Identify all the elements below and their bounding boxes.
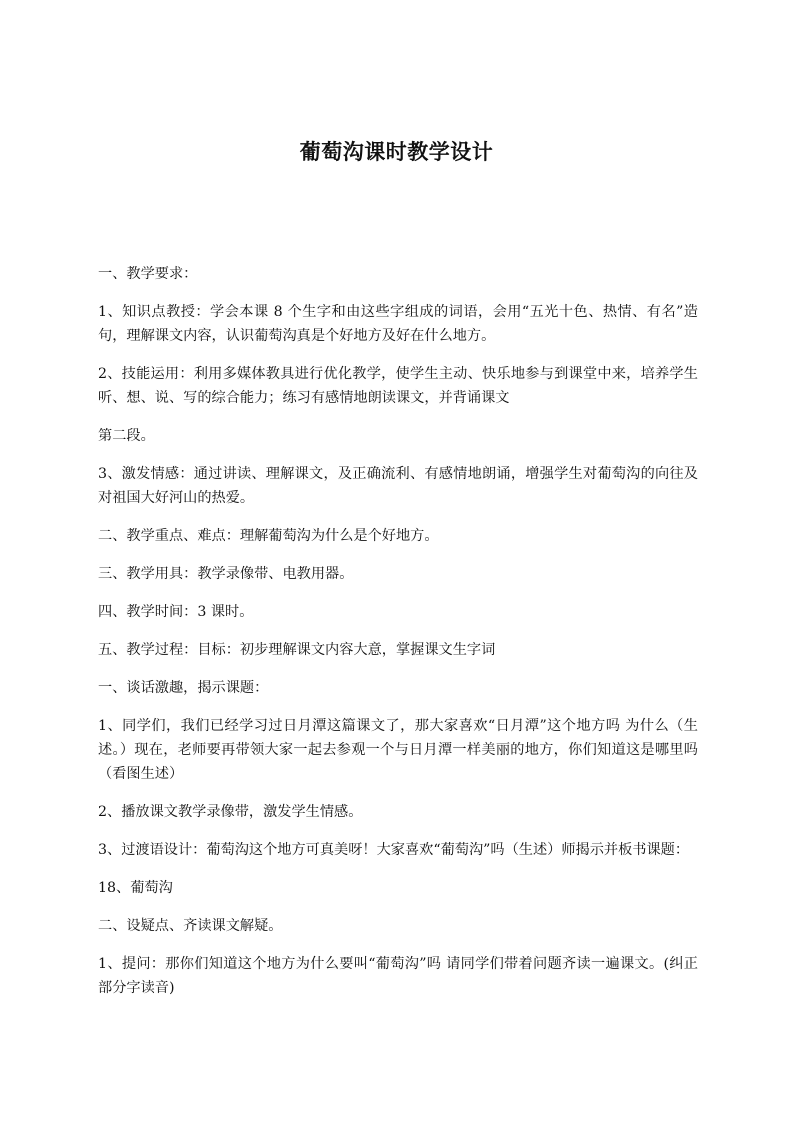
paragraph-step-1-item-1: 1、同学们，我们已经学习过日月潭这篇课文了，那大家喜欢“日月潭”这个地方吗 为什么（生述。）现在，老师要再带领大家一起去参观一个与日月潭一样美丽的地方，你们知道这是哪里吗（看图生述） bbox=[98, 718, 698, 782]
paragraph-emotion: 3、激发情感：通过讲读、理解课文，及正确流利、有感情地朗诵，增强学生对葡萄沟的向往及对祖国大好河山的热爱。 bbox=[98, 466, 698, 506]
paragraph-teaching-tools: 三、教学用具：教学录像带、电教用器。 bbox=[98, 566, 354, 582]
paragraph-step-2-item-1: 1、提问：那你们知道这个地方为什么要叫“葡萄沟”吗 请同学们带着问题齐读一遍课文。(纠正部分字读音) bbox=[98, 956, 698, 996]
paragraph-teaching-process: 五、教学过程：目标：初步理解课文内容大意，掌握课文生字词 bbox=[98, 642, 496, 658]
paragraph-skills: 2、技能运用：利用多媒体教具进行优化教学，使学生主动、快乐地参与到课堂中来，培养学生听、想、说、写的综合能力；练习有感情地朗读课文，并背诵课文 bbox=[98, 366, 698, 406]
document-title: 葡萄沟课时教学设计 bbox=[299, 140, 494, 164]
paragraph-second-section: 第二段。 bbox=[98, 428, 155, 444]
paragraph-section-1-heading: 一、教学要求： bbox=[98, 266, 198, 282]
paragraph-step-1-item-2: 2、播放课文教学录像带，激发学生情感。 bbox=[98, 804, 363, 820]
paragraph-lesson-title: 18、葡萄沟 bbox=[98, 880, 173, 896]
paragraph-key-points: 二、教学重点、难点：理解葡萄沟为什么是个好地方。 bbox=[98, 528, 439, 544]
paragraph-knowledge: 1、知识点教授：学会本课 8 个生字和由这些字组成的词语，会用“五光十色、热情、有名”造句，理解课文内容，认识葡萄沟真是个好地方及好在什么地方。 bbox=[98, 304, 698, 344]
paragraph-teaching-time: 四、教学时间：3 课时。 bbox=[98, 604, 254, 620]
document-body bbox=[98, 262, 698, 1014]
paragraph-step-1-heading: 一、谈话激趣，揭示课题： bbox=[98, 680, 269, 696]
paragraph-step-1-item-3: 3、过渡语设计：葡萄沟这个地方可真美呀！大家喜欢“葡萄沟”吗（生述）师揭示并板书课题： bbox=[98, 842, 690, 858]
paragraph-step-2-heading: 二、设疑点、齐读课文解疑。 bbox=[98, 918, 283, 934]
